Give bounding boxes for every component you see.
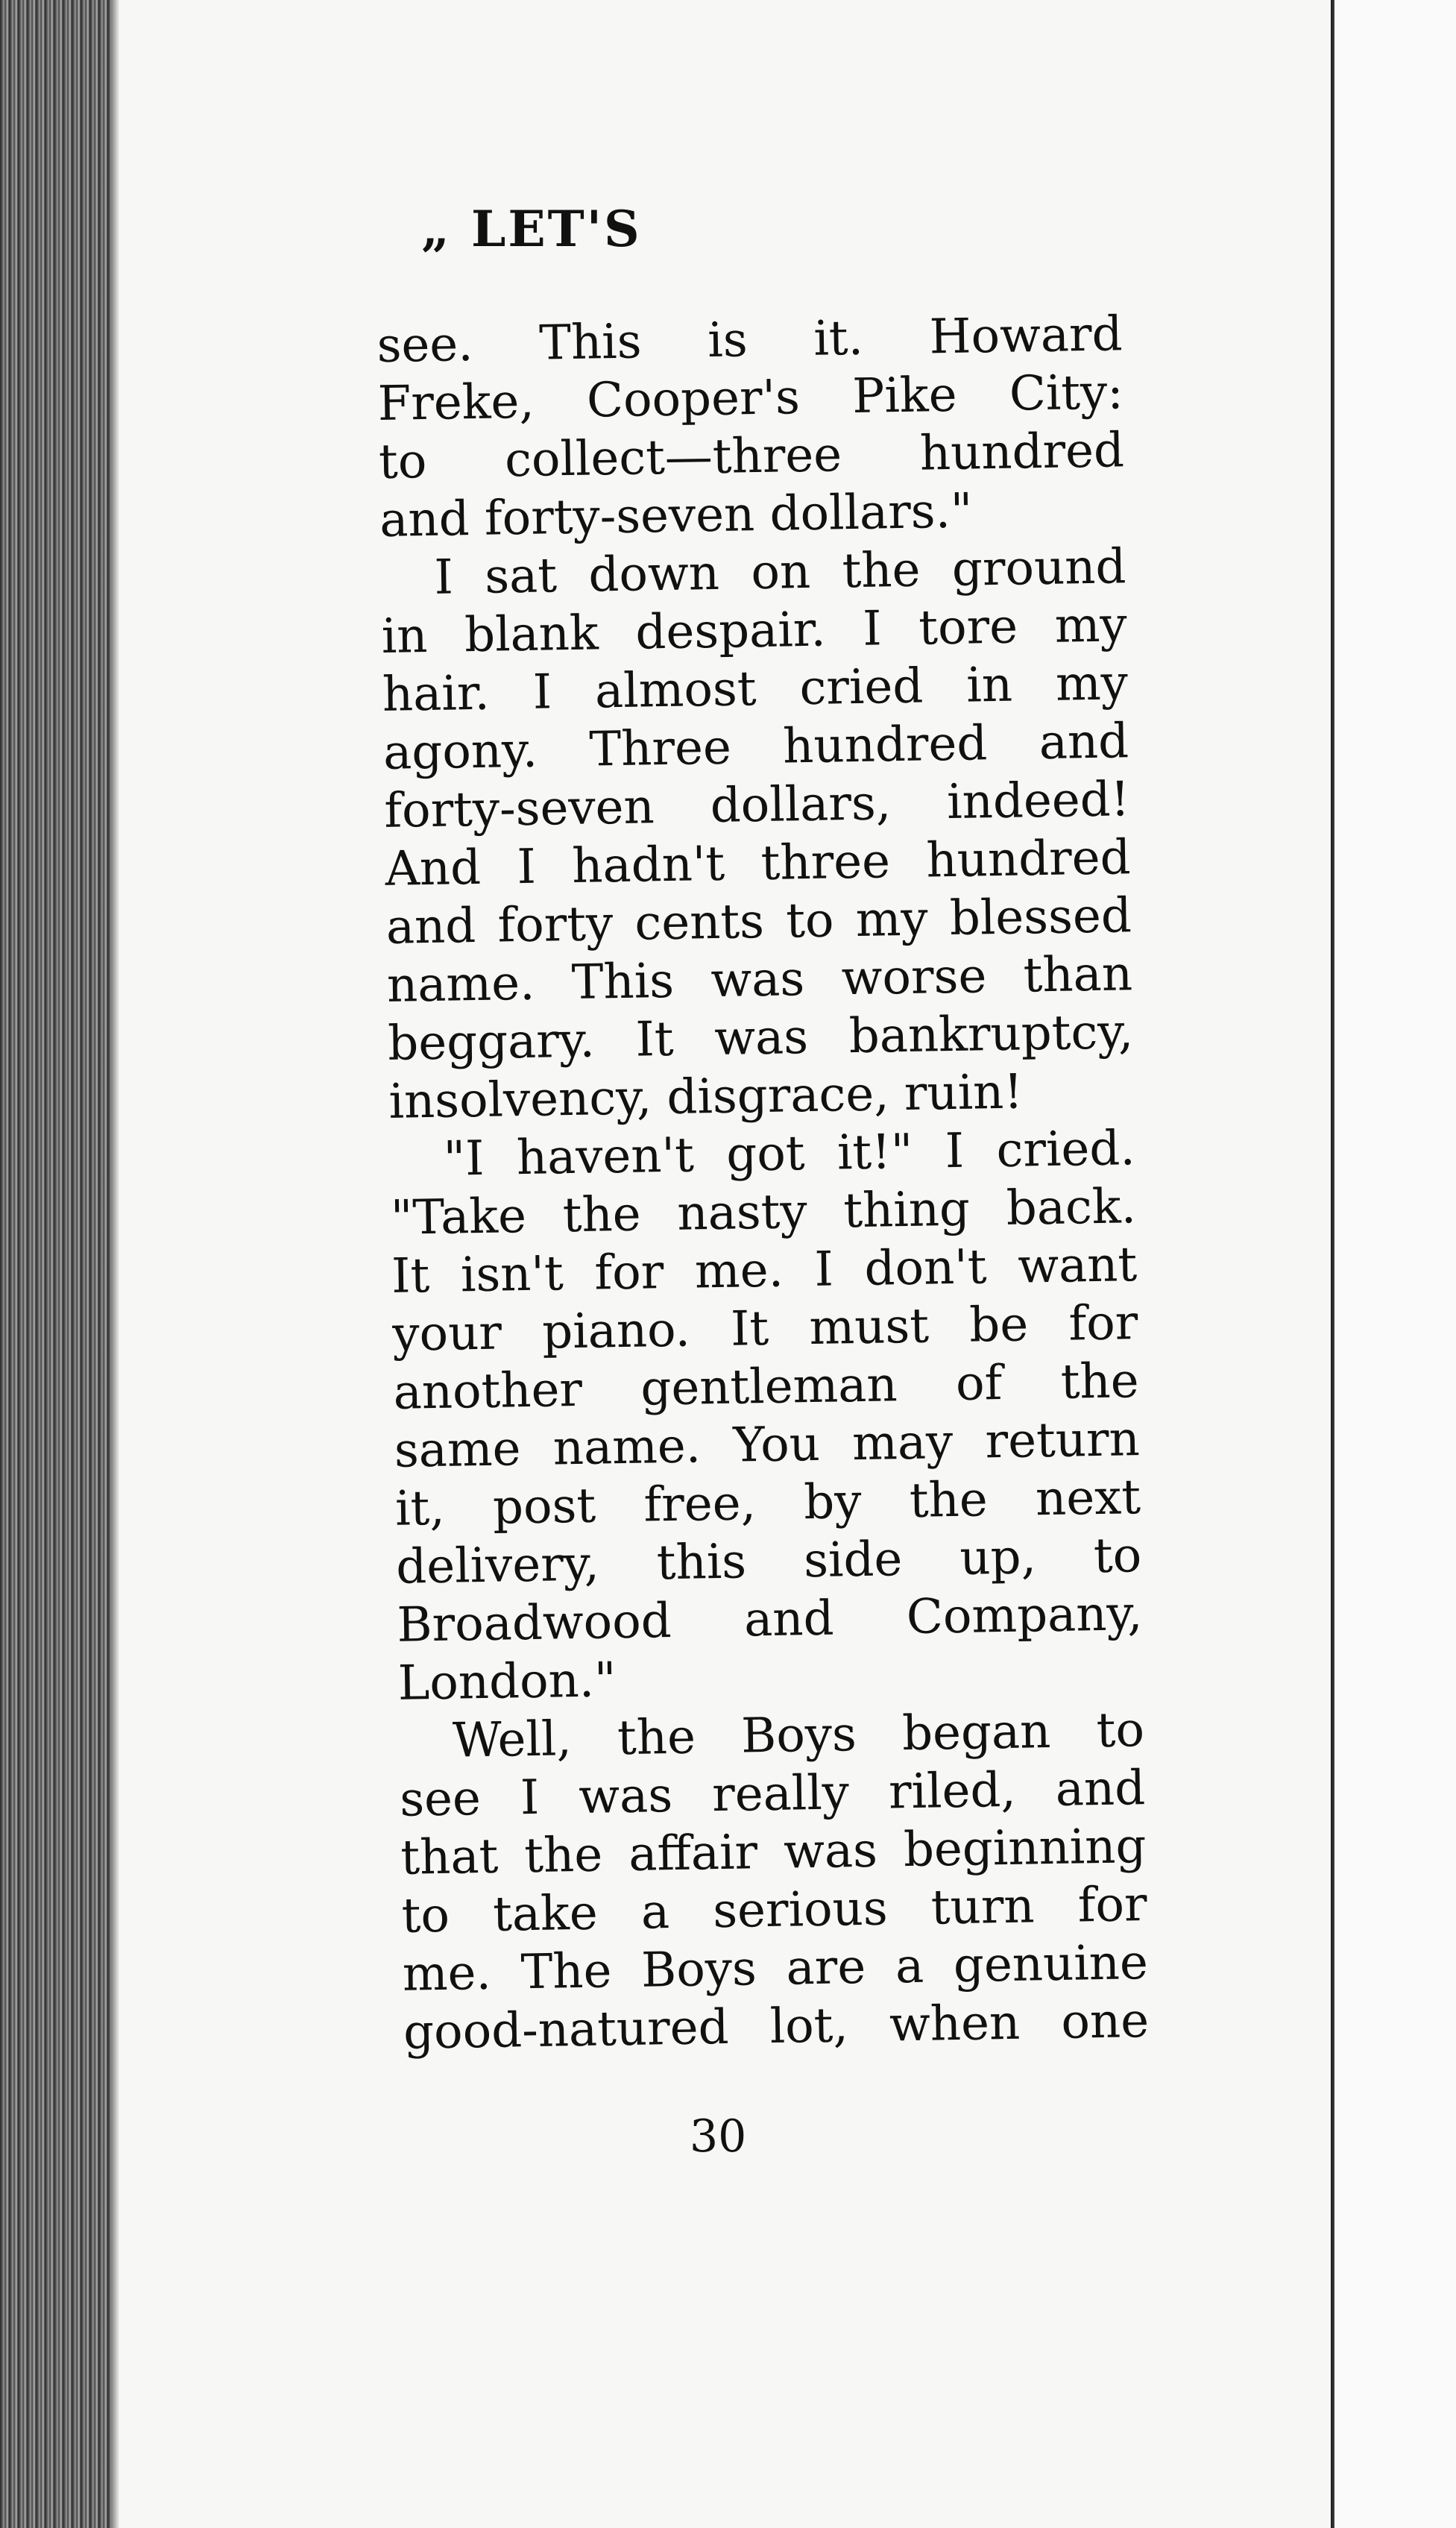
text-line: see. This is it. Howard	[376, 306, 1123, 374]
text-line: and forty-seven dollars."	[379, 483, 973, 548]
text-line: same name. You may return	[394, 1412, 1141, 1479]
text-line: Freke, Cooper's Pike City:	[377, 365, 1124, 432]
text-line: and forty cents to my blessed	[385, 888, 1132, 955]
text-line: And I hadn't three hundred	[385, 830, 1132, 897]
text-line: delivery, this side up, to	[395, 1528, 1142, 1595]
text-line: your piano. It must be for	[391, 1295, 1138, 1362]
text-line: "I haven't got it!" I cried.	[443, 1121, 1136, 1187]
text-line: see I was really riled, and	[399, 1761, 1146, 1828]
text-line: insolvency, disgrace, ruin!	[388, 1064, 1024, 1130]
body-text	[376, 305, 1150, 2061]
text-line: another gentleman of the	[393, 1353, 1140, 1421]
text-line: "Take the nasty thing back.	[390, 1179, 1137, 1246]
text-line: in blank despair. I tore my	[381, 597, 1128, 664]
text-line: name. This was worse than	[386, 946, 1133, 1013]
page-number: 30	[690, 2110, 747, 2163]
text-line: hair. I almost cried in my	[382, 655, 1129, 723]
text-line: it, post free, by the next	[394, 1470, 1141, 1537]
text-line: I sat down on the ground	[433, 539, 1126, 606]
text-line: forty-seven dollars, indeed!	[383, 772, 1130, 839]
text-line: agony. Three hundred and	[382, 714, 1129, 781]
text-line: that the affair was beginning	[400, 1819, 1147, 1886]
text-line: London."	[397, 1653, 617, 1711]
running-head: „ LET'S	[421, 200, 642, 258]
text-line: It isn't for me. I don't want	[391, 1237, 1138, 1304]
text-line: beggary. It was bankruptcy,	[387, 1004, 1134, 1072]
text-line: to take a serious turn for	[401, 1877, 1148, 1944]
right-margin	[1334, 0, 1456, 2528]
text-line: Well, the Boys began to	[452, 1702, 1145, 1769]
book-page-edges	[0, 0, 112, 2528]
text-line: to collect—three hundred	[378, 423, 1125, 490]
text-line: me. The Boys are a genuine	[402, 1935, 1149, 2002]
text-line: Broadwood and Company,	[396, 1586, 1144, 1653]
text-line: good-natured lot, when one	[403, 1993, 1150, 2060]
